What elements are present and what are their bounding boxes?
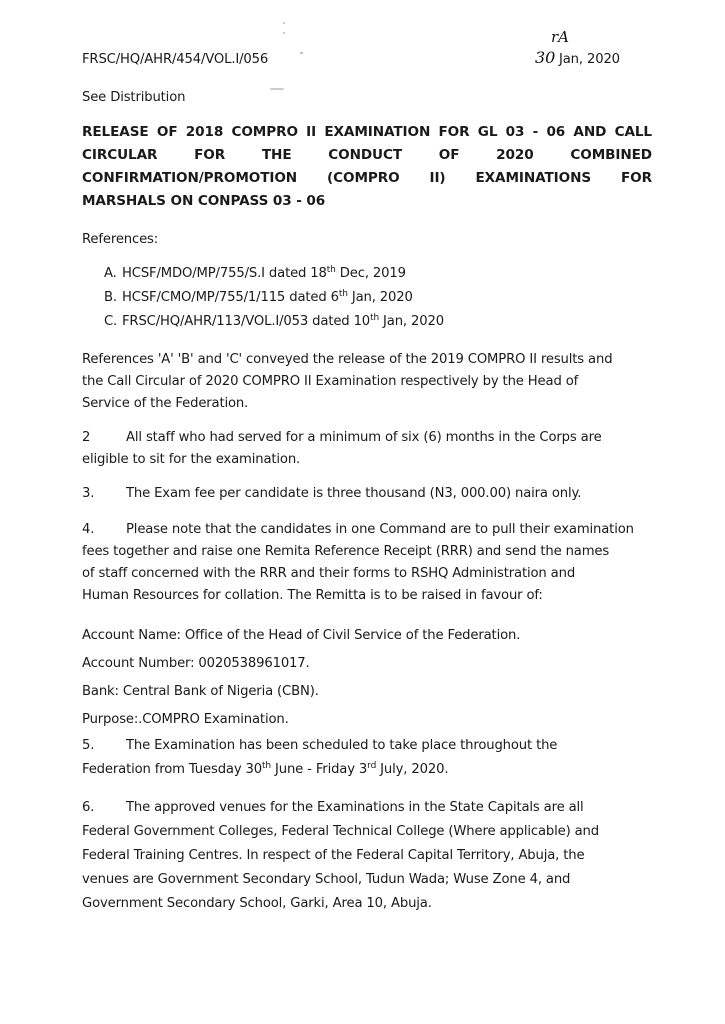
date-sup: th xyxy=(262,761,271,771)
paragraph-line: Federal Training Centres. In respect of the Federal Capital Territory, Abuja, the xyxy=(82,848,585,863)
reference-text: Jan, 2020 xyxy=(347,290,413,305)
paragraph-line xyxy=(82,430,602,445)
reference-sup: th xyxy=(326,265,336,275)
scan-speck xyxy=(283,22,285,24)
paragraph-line xyxy=(82,522,634,537)
reference-text: HCSF/CMO/MP/755/1/115 dated 6 xyxy=(122,290,339,305)
reference-letter: A. xyxy=(104,266,117,281)
paragraph-text: June - Friday 3 xyxy=(270,762,368,777)
account-number: Account Number: 0020538961017. xyxy=(82,656,310,671)
paragraph-number: 4. xyxy=(82,522,95,537)
reference-item xyxy=(104,266,406,281)
paragraph-line: Service of the Federation. xyxy=(82,396,249,411)
paragraph-number: 3. xyxy=(82,486,95,501)
date-sup: rd xyxy=(367,761,377,771)
paragraph-number: 6. xyxy=(82,800,95,815)
reference-letter: C. xyxy=(104,314,118,329)
paragraph-line: the Call Circular of 2020 COMPRO II Examination respectively by the Head of xyxy=(82,374,579,389)
paragraph-text: All staff who had served for a minimum of six (6) months in the Corps are xyxy=(126,430,602,445)
paragraph-text: Federation from Tuesday 30 xyxy=(82,762,263,777)
paragraph-text: The approved venues for the Examinations in the State Capitals are all xyxy=(126,800,584,815)
references-heading: References: xyxy=(82,232,159,247)
title-line: RELEASE OF 2018 COMPRO II EXAMINATION FOR GL 03 - 06 AND CALL xyxy=(82,124,652,140)
reference-text: Dec, 2019 xyxy=(335,266,406,281)
paragraph-line xyxy=(82,762,448,777)
scan-speck xyxy=(300,52,303,54)
handwritten-day: 30 xyxy=(535,48,556,67)
paragraph-line: fees together and raise one Remita Reference Receipt (RRR) and send the names xyxy=(82,544,610,559)
paragraph-number: 2 xyxy=(82,430,91,445)
paragraph-line: Government Secondary School, Garki, Area 10, Abuja. xyxy=(82,896,432,911)
paragraph-line xyxy=(82,800,584,815)
paragraph-line: Federal Government Colleges, Federal Technical College (Where applicable) and xyxy=(82,824,599,839)
title-line: MARSHALS ON CONPASS 03 - 06 xyxy=(82,193,326,209)
salutation: See Distribution xyxy=(82,90,186,105)
title-line: CIRCULAR FOR THE CONDUCT OF 2020 COMBINED xyxy=(82,147,652,163)
reference-sup: th xyxy=(370,313,379,323)
paragraph-text: Please note that the candidates in one Command are to pull their examination xyxy=(126,522,634,537)
paragraph-line xyxy=(82,738,557,753)
bank-name: Bank: Central Bank of Nigeria (CBN). xyxy=(82,684,319,699)
reference-item xyxy=(104,290,413,305)
paragraph-line: Human Resources for collation. The Remitta is to be raised in favour of: xyxy=(82,588,543,603)
reference-text: FRSC/HQ/AHR/113/VOL.I/053 dated 10 xyxy=(122,314,371,329)
paragraph-text: The Examination has been scheduled to take place throughout the xyxy=(126,738,558,753)
paragraph-line: of staff concerned with the RRR and their forms to RSHQ Administration and xyxy=(82,566,576,581)
reference-number: FRSC/HQ/AHR/454/VOL.I/056 xyxy=(82,52,269,67)
scan-speck xyxy=(270,88,284,90)
reference-item xyxy=(104,314,444,329)
handwritten-initials: rA xyxy=(551,28,570,46)
paragraph-text: July, 2020. xyxy=(376,762,449,777)
reference-sup: th xyxy=(338,289,348,299)
paragraph-line: References 'A' 'B' and 'C' conveyed the release of the 2019 COMPRO II results and xyxy=(82,352,613,367)
title-line: CONFIRMATION/PROMOTION (COMPRO II) EXAMINATIONS FOR xyxy=(82,170,652,186)
paragraph-number: 5. xyxy=(82,738,95,753)
scan-speck xyxy=(283,32,285,34)
paragraph-line: eligible to sit for the examination. xyxy=(82,452,301,467)
reference-text: Jan, 2020 xyxy=(379,314,444,329)
paragraph-text: The Exam fee per candidate is three thousand (N3, 000.00) naira only. xyxy=(126,486,582,501)
paragraph-line: venues are Government Secondary School, Tudun Wada; Wuse Zone 4, and xyxy=(82,872,571,887)
paragraph-line xyxy=(82,486,581,501)
date-text: Jan, 2020 xyxy=(559,52,620,67)
reference-letter: B. xyxy=(104,290,117,305)
account-name: Account Name: Office of the Head of Civil Service of the Federation. xyxy=(82,628,521,643)
reference-text: HCSF/MDO/MP/755/S.I dated 18 xyxy=(122,266,327,281)
payment-purpose: Purpose:.COMPRO Examination. xyxy=(82,712,289,727)
